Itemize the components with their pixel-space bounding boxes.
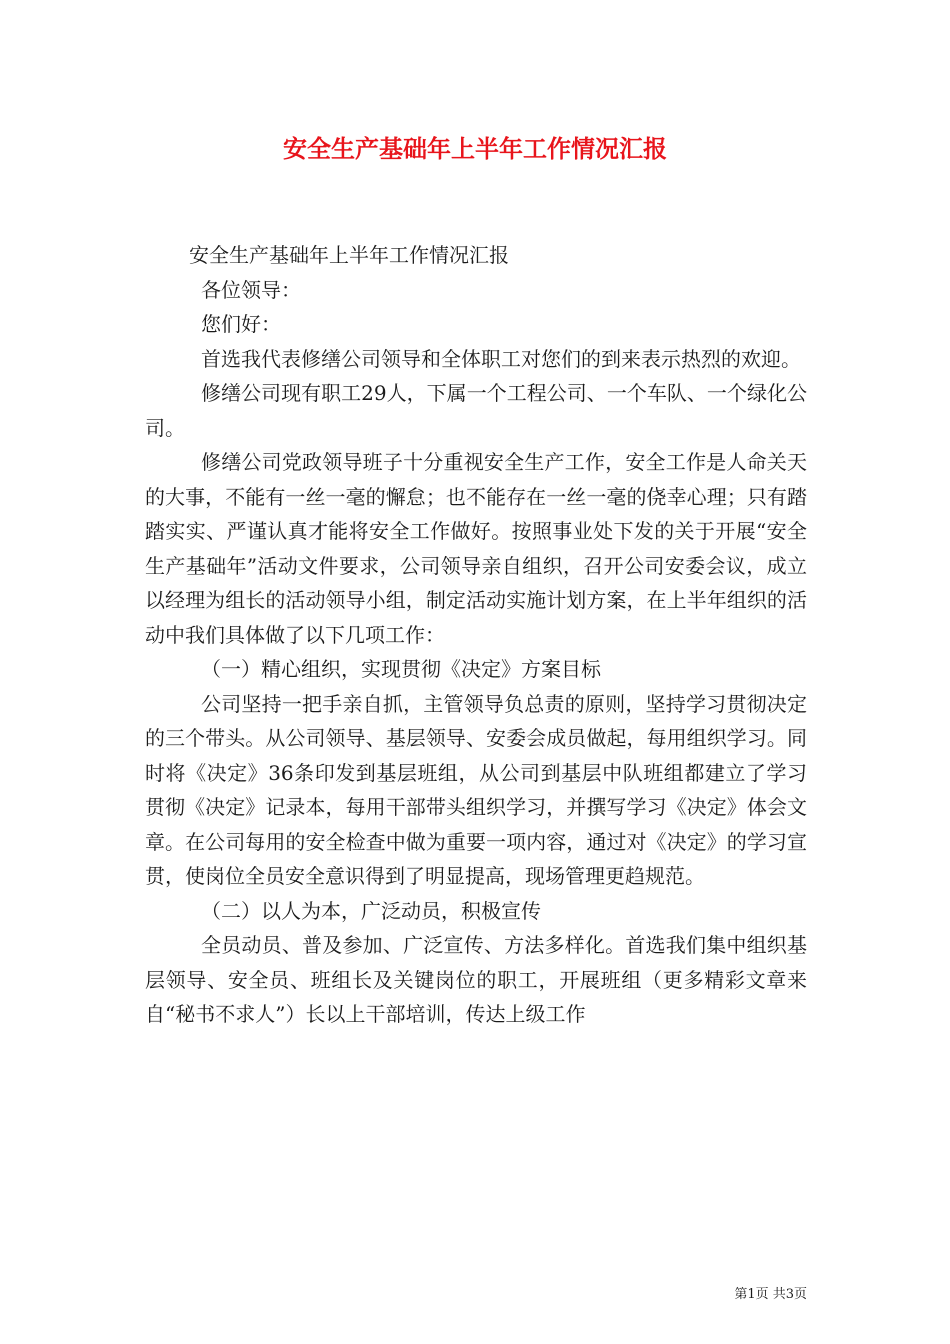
section-2-paragraph: 全员动员、普及参加、广泛宣传、方法多样化。首选我们集中组织基层领导、安全员、班组长及关键岗位的职工，开展班组（更多精彩文章来自“秘书不求人”）长以上干部培训，传达上级工作 <box>145 933 807 1026</box>
welcome-paragraph: 首选我代表修缮公司领导和全体职工对您们的到来表示热烈的欢迎。 <box>201 346 801 371</box>
subtitle-paragraph: 安全生产基础年上半年工作情况汇报 <box>189 243 509 267</box>
section-heading-2: （二）以人为本，广泛动员，积极宣传 <box>201 898 541 923</box>
greeting-paragraph: 您们好： <box>201 312 281 336</box>
safety-overview-paragraph: 修缮公司党政领导班子十分重视安全生产工作，安全工作是人命关天的大事，不能有一丝一毫的懈怠；也不能存在一丝一毫的侥幸心理；只有踏踏实实、严谨认真才能将安全工作做好。按照事业处下发的关于开展“安全生产基础年”活动文件要求，公司领导亲自组织，召开公司安委会议，成立以经理为组长的活动领导小组，制定活动实施计划方案，在上半年组织的活动中我们具体做了以下几项工作： <box>145 450 807 647</box>
company-intro-paragraph: 修缮公司现有职工29人，下属一个工程公司、一个车队、一个绿化公司。 <box>145 381 807 440</box>
section-heading-1: （一）精心组织，实现贯彻《决定》方案目标 <box>201 657 601 681</box>
document-body <box>145 238 807 1032</box>
salutation-paragraph: 各位领导： <box>201 277 301 302</box>
document-title: 安全生产基础年上半年工作情况汇报 <box>283 134 667 163</box>
section-1-paragraph: 公司坚持一把手亲自抓，主管领导负总责的原则，坚持学习贯彻决定的三个带头。从公司领导、基层领导、安委会成员做起，每用组织学习。同时将《决定》36条印发到基层班组，从公司到基层中队班组都建立了学习贯彻《决定》记录本，每用干部带头组织学习，并撰写学习《决定》体会文章。在公司每用的安全检查中做为重要一项内容，通过对《决定》的学习宣贯，使岗位全员安全意识得到了明显提高，现场管理更趋规范。 <box>145 691 807 888</box>
page-number-footer: 第1页 共3页 <box>734 1287 807 1302</box>
